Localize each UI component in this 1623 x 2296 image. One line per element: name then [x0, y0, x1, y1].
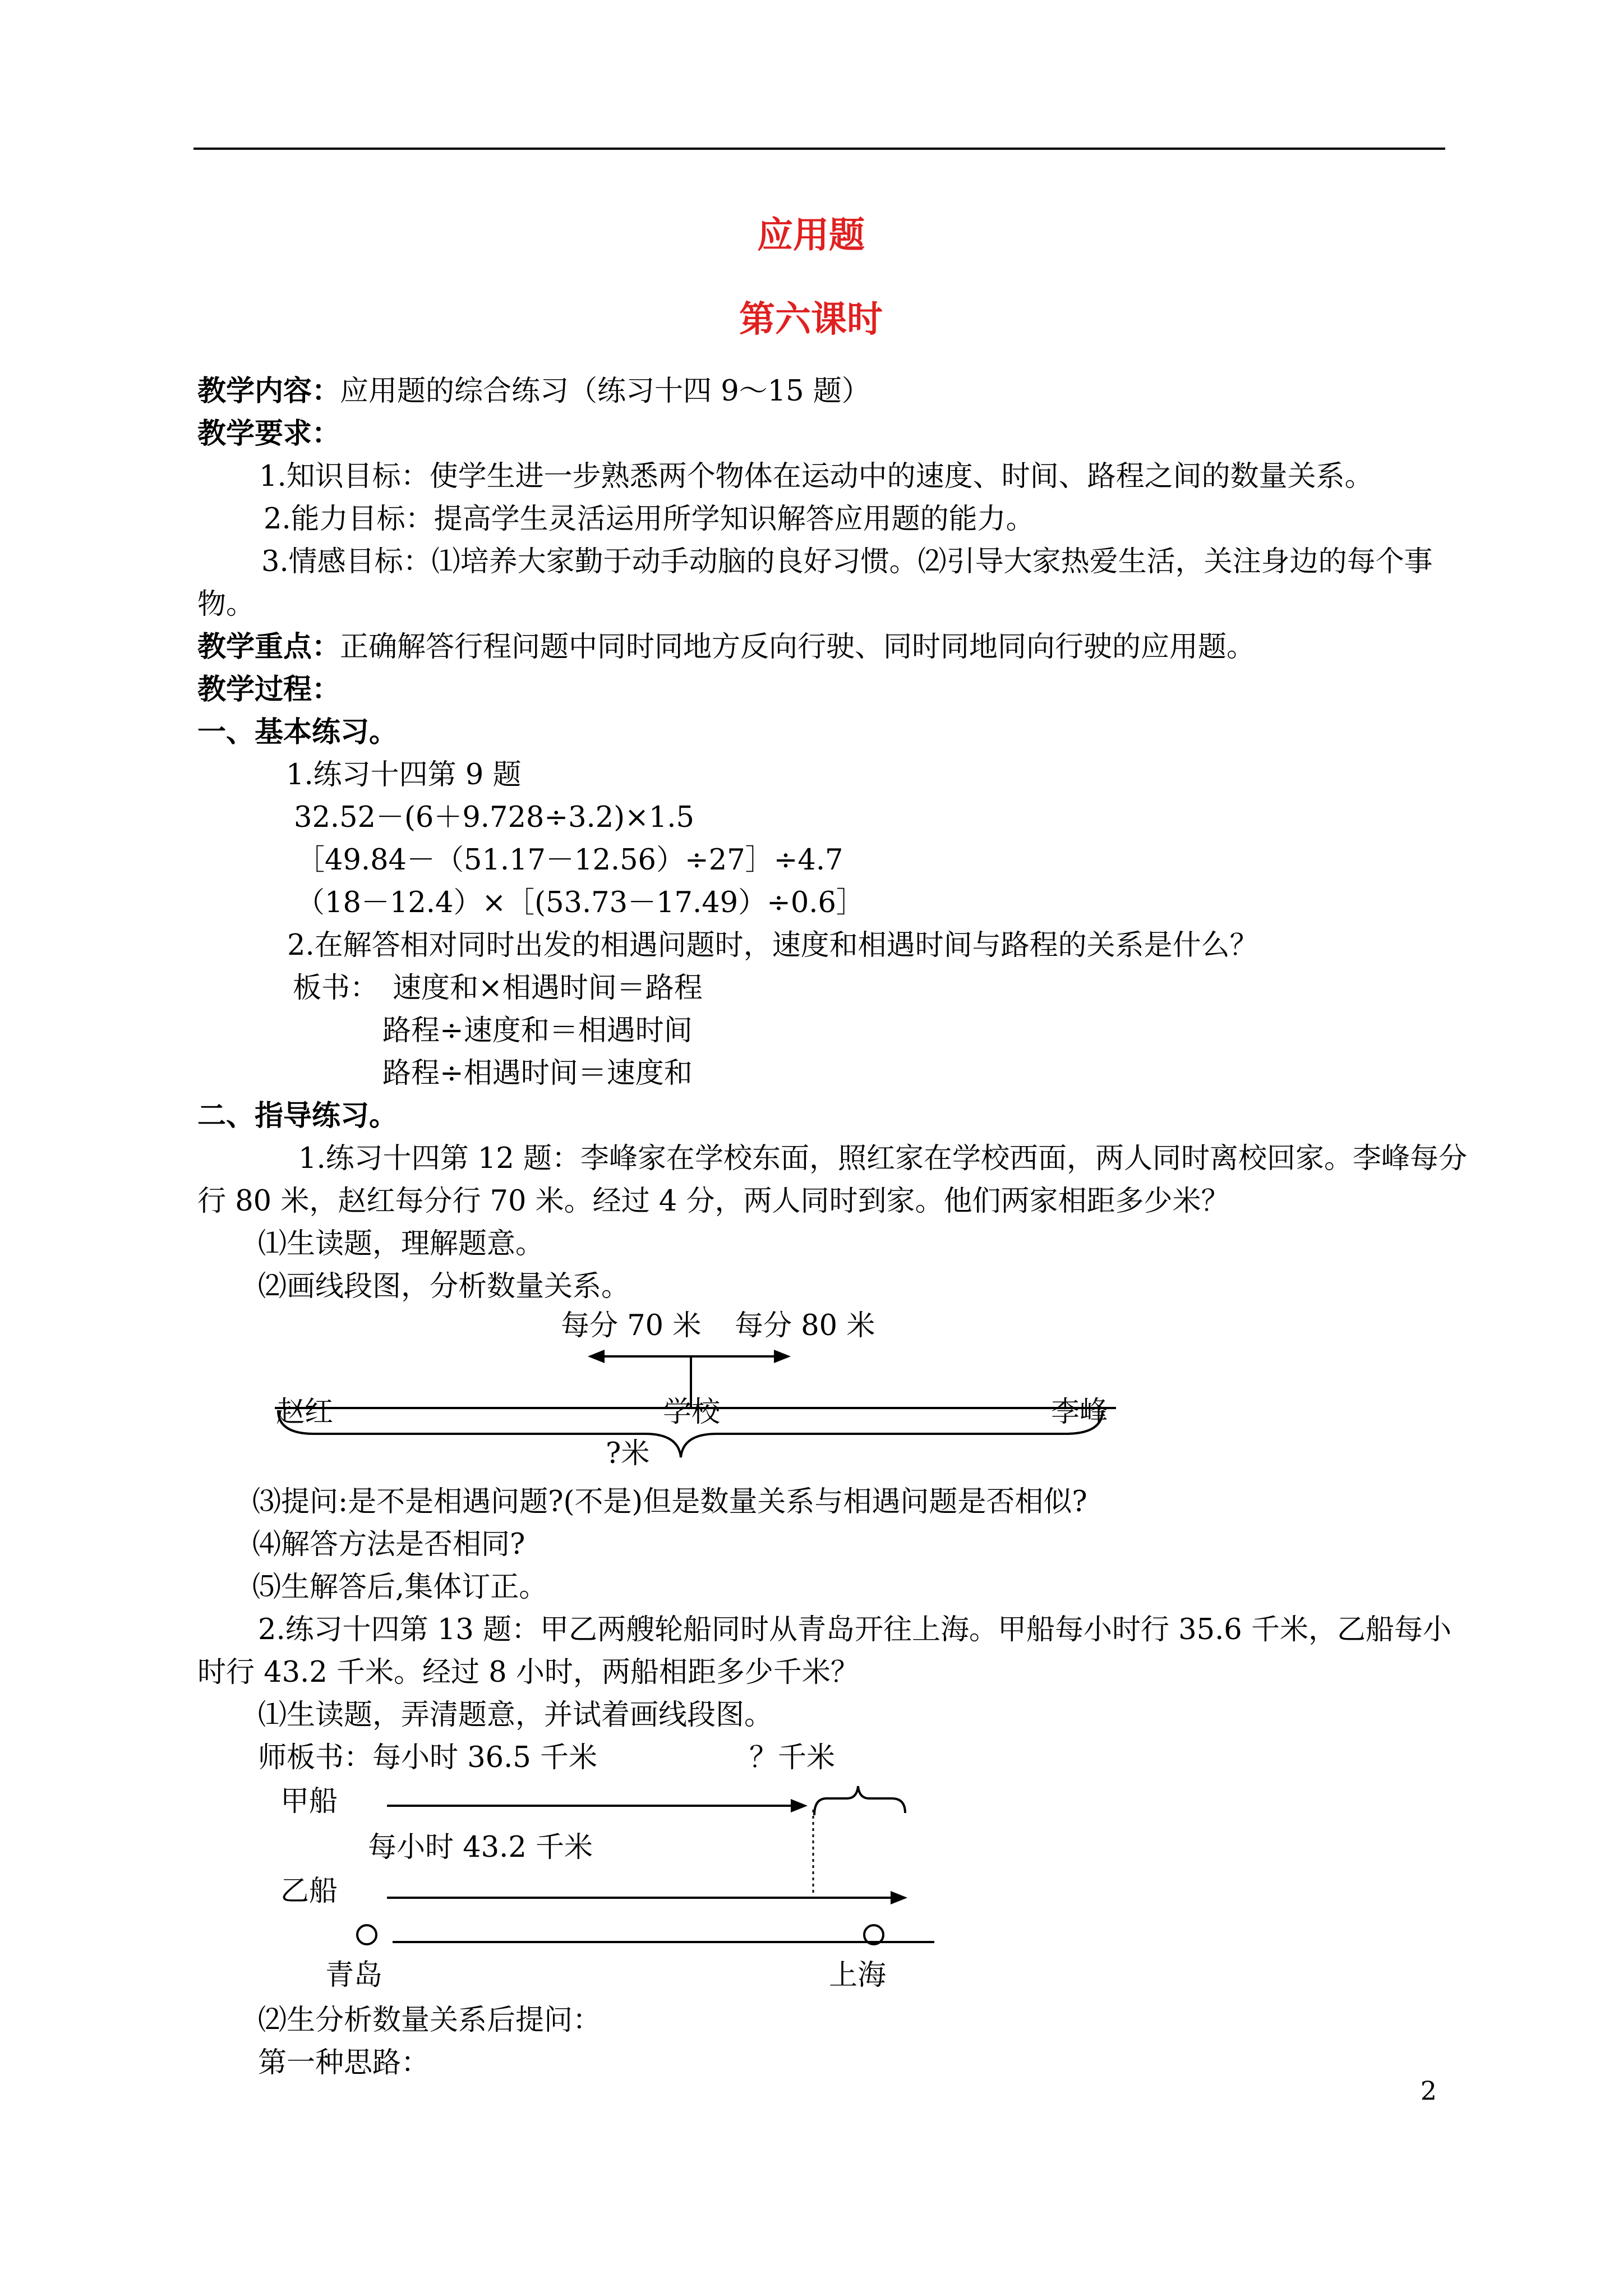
- line-segment-diagram-1: [275, 1350, 1116, 1457]
- requirement-item: 物。: [197, 588, 255, 621]
- board-speed-label: 师板书：每小时 36.5 千米: [258, 1741, 597, 1774]
- qingdao-label: 青岛: [325, 1959, 383, 1992]
- problem2-line: 2.练习十四第 13 题：甲乙两艘轮船同时从青岛开往上海。甲船每小时行 35.6 千米，乙船每小: [258, 1613, 1451, 1646]
- problem1-line: 行 80 米，赵红每分行 70 米。经过 4 分，两人同时到家。他们两家相距多少米？: [197, 1185, 1230, 1218]
- process-label: 教学过程：: [197, 673, 341, 706]
- requirement-item: 1.知识目标：使学生进一步熟悉两个物体在运动中的速度、时间、路程之间的数量关系。: [259, 460, 1373, 493]
- expression-2: ［49.84－（51.17－12.56）÷27］÷4.7: [296, 844, 843, 877]
- expression-1: 32.52－(6＋9.728÷3.2)×1.5: [294, 801, 694, 834]
- left-arrowhead: [588, 1350, 605, 1363]
- problem1-step: ⑷解答方法是否相同?: [252, 1528, 525, 1561]
- problem1-step: ⑶提问:是不是相遇问题?(不是)但是数量关系与相遇问题是否相似?: [252, 1485, 1087, 1519]
- section1-item1: 1.练习十四第 9 题: [286, 758, 522, 792]
- shanghai-label: 上海: [829, 1959, 887, 1992]
- problem2-step: ⑵生分析数量关系后提问：: [258, 2004, 602, 2037]
- problem1-step: ⑵画线段图，分析数量关系。: [258, 1270, 630, 1303]
- requirements-label: 教学要求：: [197, 417, 341, 450]
- ship-a-arrowhead: [791, 1799, 808, 1812]
- problem2-step: ⑴生读题，弄清题意，并试着画线段图。: [258, 1699, 773, 1732]
- problem1-line: 1.练习十四第 12 题：李峰家在学校东面，照红家在学校西面，两人同时离校回家。李峰每分: [298, 1142, 1467, 1175]
- right-arrowhead: [774, 1350, 791, 1363]
- ship-a-label: 甲船: [280, 1785, 338, 1818]
- page-subtitle: 第六课时: [739, 299, 883, 341]
- problem1-step: ⑸生解答后,集体订正。: [252, 1571, 548, 1604]
- requirement-item: 3.情感目标：⑴培养大家勤于动手动脑的良好习惯。⑵引导大家热爱生活，关注身边的每个事: [261, 545, 1433, 578]
- page-title: 应用题: [757, 215, 865, 256]
- zhaohong-label: 赵红: [276, 1396, 334, 1429]
- distance-unknown-label: ?米: [606, 1437, 650, 1470]
- focus-label: 教学重点：: [197, 631, 341, 664]
- ship-b-label: 乙船: [280, 1875, 338, 1908]
- expression-3: （18－12.4）×［(53.73－17.49）÷0.6］: [296, 886, 865, 919]
- problem1-step: ⑴生读题，理解题意。: [258, 1227, 545, 1260]
- requirement-item: 2.能力目标：提高学生灵活运用所学知识解答应用题的能力。: [264, 503, 1035, 536]
- problem2-line: 时行 43.2 千米。经过 8 小时，两船相距多少千米？: [197, 1656, 859, 1689]
- lifeng-label: 李峰: [1051, 1396, 1109, 1429]
- board-label: 板书：: [293, 972, 379, 1005]
- page-number: 2: [1420, 2076, 1437, 2106]
- board-line: 路程÷相遇时间＝速度和: [382, 1057, 693, 1090]
- distance-brace: [278, 1410, 1103, 1457]
- section1-item2: 2.在解答相对同时出发的相遇问题时，速度和相遇时间与路程的关系是什么？: [287, 929, 1258, 962]
- left-speed-label: 每分 70 米: [561, 1309, 702, 1342]
- content-text: 应用题的综合练习（练习十四 9～15 题）: [340, 375, 870, 408]
- gap-label: ？千米: [749, 1741, 836, 1774]
- school-label: 学校: [663, 1396, 721, 1429]
- content-label: 教学内容：: [197, 375, 341, 408]
- focus-text: 正确解答行程问题中同时同地方反向行驶、同时同地同向行驶的应用题。: [340, 631, 1256, 664]
- ship-b-speed-label: 每小时 43.2 千米: [368, 1831, 593, 1864]
- line-segment-diagram-2: [357, 1786, 934, 1944]
- qingdao-point: [357, 1925, 376, 1944]
- gap-brace: [814, 1786, 905, 1815]
- right-speed-label: 每分 80 米: [735, 1309, 875, 1342]
- board-line: 路程÷速度和＝相遇时间: [382, 1014, 693, 1047]
- board-line: 速度和×相遇时间＝路程: [393, 972, 703, 1005]
- section1-heading: 一、基本练习。: [197, 716, 398, 749]
- problem2-step: 第一种思路：: [258, 2046, 430, 2079]
- section2-heading: 二、指导练习。: [197, 1099, 398, 1133]
- ship-b-arrowhead: [891, 1891, 907, 1904]
